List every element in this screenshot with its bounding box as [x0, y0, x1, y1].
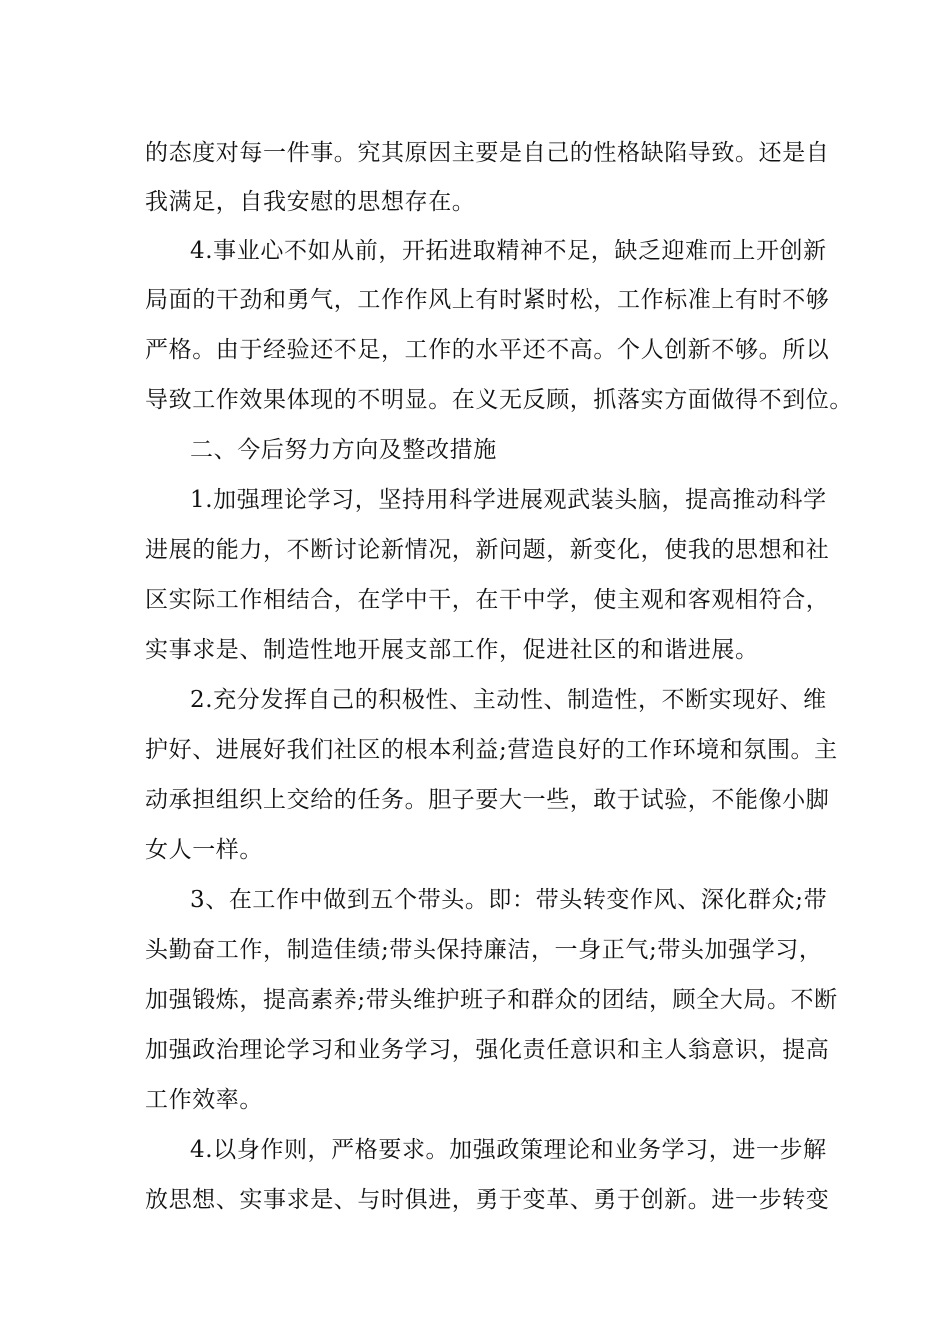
- text-line: 的态度对每一件事。究其原因主要是自己的性格缺陷导致。还是自: [145, 140, 830, 166]
- paragraph-start-line: 4.事业心不如从前，开拓进取精神不足，缺乏迎难而上开创新: [190, 238, 827, 264]
- text-line: 实事求是、制造性地开展支部工作，促进社区的和谐进展。: [145, 637, 759, 663]
- paragraph-start-line: 2.充分发挥自己的积极性、主动性、制造性，不断实现好、维: [190, 687, 827, 713]
- text-line: 我满足，自我安慰的思想存在。: [145, 189, 476, 215]
- paragraph-start-line: 1.加强理论学习，坚持用科学进展观武装头脑，提高推动科学: [190, 487, 827, 513]
- section-heading: 二、今后努力方向及整改措施: [190, 437, 497, 463]
- text-line: 导致工作效果体现的不明显。在义无反顾，抓落实方面做得不到位。: [145, 387, 853, 413]
- text-line: 工作效率。: [145, 1087, 263, 1113]
- text-line: 加强政治理论学习和业务学习，强化责任意识和主人翁意识，提高: [145, 1037, 830, 1063]
- text-line: 放思想、实事求是、与时俱进，勇于变革、勇于创新。进一步转变: [145, 1187, 830, 1213]
- text-line: 头勤奋工作，制造佳绩;带头保持廉洁，一身正气;带头加强学习，: [145, 937, 823, 963]
- text-line: 女人一样。: [145, 837, 263, 863]
- text-line: 动承担组织上交给的任务。胆子要大一些，敢于试验，不能像小脚: [145, 787, 830, 813]
- text-line: 护好、进展好我们社区的根本利益;营造良好的工作环境和氛围。主: [145, 737, 838, 763]
- text-line: 进展的能力，不断讨论新情况，新问题，新变化，使我的思想和社: [145, 537, 830, 563]
- text-line: 区实际工作相结合，在学中干，在干中学，使主观和客观相符合，: [145, 587, 830, 613]
- text-line: 局面的干劲和勇气，工作作风上有时紧时松，工作标准上有时不够: [145, 287, 830, 313]
- paragraph-start-line: 4.以身作则，严格要求。加强政策理论和业务学习，进一步解: [190, 1137, 827, 1163]
- paragraph-start-line: 3、在工作中做到五个带头。即：带头转变作风、深化群众;带: [190, 887, 828, 913]
- text-line: 加强锻炼，提高素养;带头维护班子和群众的团结，顾全大局。不断: [145, 987, 838, 1013]
- text-line: 严格。由于经验还不足，工作的水平还不高。个人创新不够。所以: [145, 337, 830, 363]
